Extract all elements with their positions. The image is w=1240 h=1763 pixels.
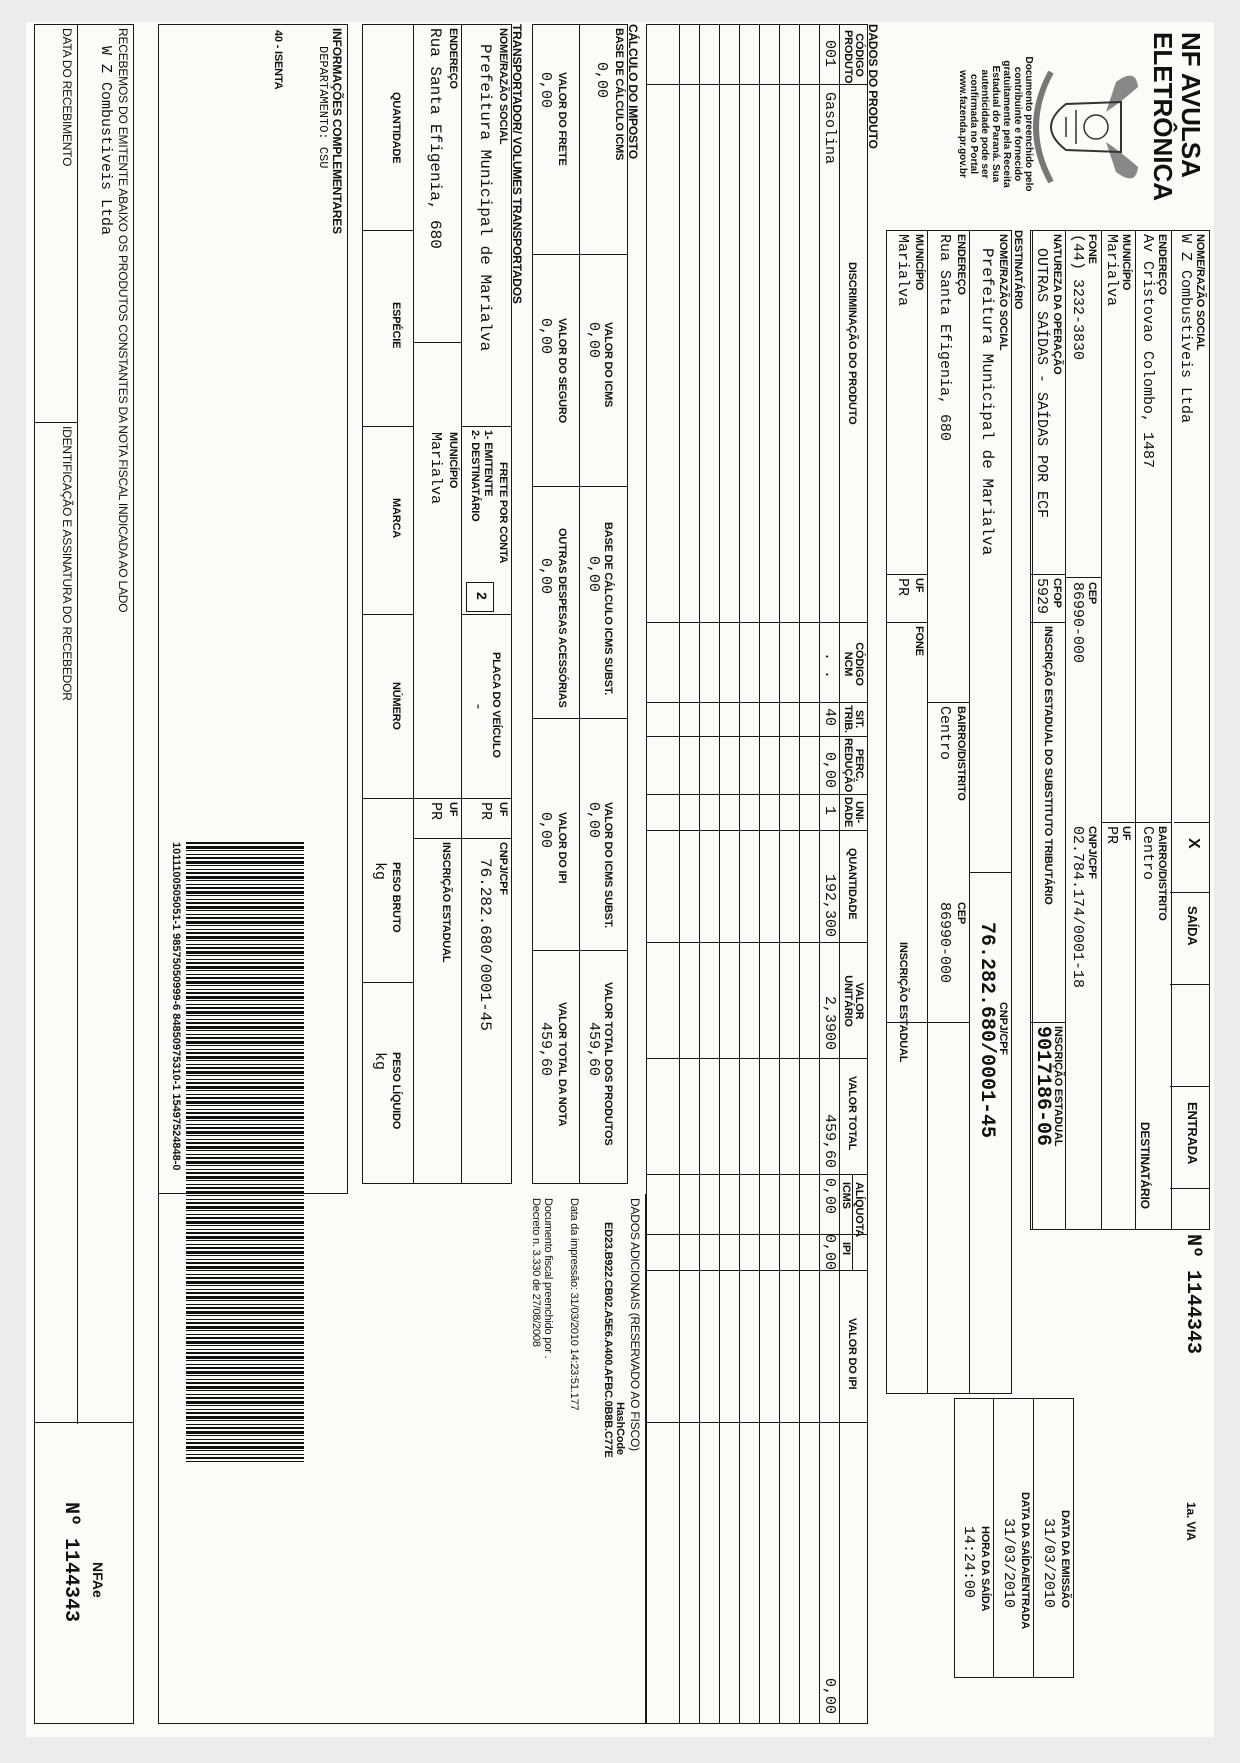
emitente-cep-label: CEP bbox=[1086, 582, 1098, 605]
reservado-label: DADOS ADICIONAIS (RESERVADO AO FISCO) bbox=[628, 1198, 642, 1451]
natureza-label: NATUREZA DA OPERAÇÃO bbox=[1051, 234, 1063, 375]
total-produtos: 459,60 bbox=[585, 1022, 602, 1077]
transp-endereco-label: ENDEREÇO bbox=[447, 28, 459, 89]
item-valor-ipi: 0,00 bbox=[821, 1678, 838, 1715]
dest-bairro-label: BAIRRO/DISTRITO bbox=[955, 706, 967, 801]
data-recebimento-label: DATA DO RECEBIMENTO bbox=[60, 28, 74, 167]
notice-line: Documento preenchido pelo bbox=[1023, 56, 1034, 192]
hora-saida: 14:24:00 bbox=[960, 1526, 977, 1599]
transp-municipio: Marialva bbox=[427, 432, 444, 505]
col-icms: ICMS bbox=[840, 1182, 852, 1209]
emitente-municipio: Marialva bbox=[1103, 234, 1120, 307]
isenta: 40 - ISENTA bbox=[272, 30, 284, 90]
entrada-label: ENTRADA bbox=[1185, 1102, 1200, 1165]
transp-cnpj: 76.282.680/0001-45 bbox=[476, 858, 494, 1031]
notice-line: contribuinte e fornecido bbox=[1012, 66, 1023, 182]
invoice-number: Nº 1144343 bbox=[1181, 1234, 1204, 1355]
via-label: 1a. VIA bbox=[1184, 1502, 1198, 1541]
impressao: Data da impressão: 31/03/2010 14:23:51.177 bbox=[568, 1198, 580, 1411]
frete-conta-label: FRETE POR CONTA bbox=[497, 462, 509, 564]
emitente-nome: W Z Combustiveis Ltda bbox=[1177, 234, 1194, 424]
frete-value: 2 bbox=[474, 592, 490, 600]
notice-line: gratuitamente pela Receita bbox=[1001, 60, 1012, 188]
ie-label: INSCRIÇÃO ESTADUAL bbox=[1052, 1026, 1064, 1147]
base-icms-label: BASE DE CÁLCULO ICMS bbox=[613, 28, 625, 161]
item-perc: 0,00 bbox=[821, 752, 838, 789]
col-quantidade: QUANTIDADE bbox=[846, 848, 858, 920]
seguro-label: VALOR DO SEGURO bbox=[556, 318, 568, 423]
valor-subst: 0,00 bbox=[585, 802, 602, 839]
frete: 0,00 bbox=[537, 72, 554, 109]
destinatario-section-label: DESTINATÁRIO bbox=[1012, 230, 1024, 310]
especie-label: ESPÉCIE bbox=[390, 302, 402, 349]
col-aliquota: ALÍQUOTA bbox=[853, 1182, 865, 1238]
dest-endereco: Rua Santa Efigenia, 680 bbox=[936, 234, 953, 442]
transp-endereco: Rua Santa Efigenia, 680 bbox=[426, 28, 444, 249]
canhoto-numero: Nº 1144343 bbox=[59, 1502, 82, 1623]
valor-icms-label: VALOR DO ICMS bbox=[602, 322, 614, 408]
barcode-text: 1011100505051-1 98575050999-6 84850975310-1 15497524848-0 bbox=[170, 842, 182, 1171]
placa: - bbox=[469, 702, 486, 712]
transp-ie-label: INSCRIÇÃO ESTADUAL bbox=[440, 842, 452, 963]
dest-cnpj-label: CNPJ/CPF bbox=[997, 1002, 1009, 1055]
placa-label: PLACA DO VEÍCULO bbox=[490, 652, 502, 758]
marca-label: MARCA bbox=[390, 498, 402, 538]
transportador-section-label: TRANSPORTADOR/ VOLUMES TRANSPORTADOS bbox=[510, 24, 524, 304]
total-produtos-label: VALOR TOTAL DOS PRODUTOS bbox=[602, 982, 614, 1146]
hora-saida-label: HORA DA SAÍDA bbox=[979, 1526, 991, 1612]
dest-cep: 86990-000 bbox=[936, 902, 953, 984]
saida-mark: X bbox=[1185, 838, 1202, 849]
departamento: DEPARTAMENTO: CSU bbox=[316, 46, 330, 169]
transp-municipio-label: MUNICÍPIO bbox=[447, 432, 459, 489]
data-saida: 31/03/2010 bbox=[1000, 1518, 1017, 1609]
col-valor-ipi: VALOR DO IPI bbox=[846, 1318, 858, 1390]
notice-line: www.fazenda.pr.gov.br bbox=[957, 70, 968, 178]
recebemos-text: RECEBEMOS DO EMITENTE ABAIXO OS PRODUTOS CONSTANTES DA NOTA FISCAL INDICADA AO LADO bbox=[116, 28, 130, 613]
col-codigo: CÓDIGO PRODUTO bbox=[842, 30, 865, 84]
col-valor-unit: VALOR UNITÁRIO bbox=[842, 975, 865, 1027]
base-subst-label: BASE DE CÁLCULO ICMS SUBST. bbox=[602, 522, 614, 696]
ipi-label: VALOR DO IPI bbox=[556, 812, 568, 884]
cfop-value: 5929 bbox=[1033, 578, 1050, 615]
outras: 0,00 bbox=[537, 558, 554, 595]
info-label: INFORMAÇÕES COMPLEMENTARES bbox=[330, 28, 344, 234]
emitente-bairro-label: BAIRRO/DISTRITO bbox=[1156, 826, 1168, 921]
item-sit: 40 bbox=[821, 708, 838, 727]
emitente-nome-label: NOME/RAZÃO SOCIAL bbox=[1194, 234, 1206, 351]
transp-uf-label: UF bbox=[497, 802, 509, 817]
notice-line: confirmada no Portal bbox=[968, 73, 979, 174]
dest-nome: Prefeitura Municipal de Marialva bbox=[978, 248, 996, 556]
data-emissao: 31/03/2010 bbox=[1040, 1518, 1057, 1609]
canhoto-emitente: W Z Combustiveis Ltda bbox=[97, 46, 114, 236]
item-valor-unit: 2,3900 bbox=[821, 996, 838, 1051]
emitente-bairro: Centro bbox=[1139, 826, 1156, 881]
total-nota: 459,60 bbox=[537, 1022, 554, 1077]
emitente-fone: (44) 3232-3830 bbox=[1069, 234, 1086, 361]
hash: ED23.B922.CB02.A5E6.A400.AFBC.0B8B.C77E bbox=[602, 1222, 614, 1458]
dest-fone-label: FONE bbox=[913, 626, 925, 656]
data-saida-label: DATA DA SAÍDA/ENTRADA bbox=[1019, 1492, 1031, 1629]
item-aliq-ipi: 0,00 bbox=[821, 1234, 838, 1271]
emitente-cep: 86990-000 bbox=[1069, 582, 1086, 664]
destinatario-via-label: DESTINATÁRIO bbox=[1138, 1122, 1152, 1209]
emitente-uf-label: UF bbox=[1120, 826, 1132, 841]
item-valor-total: 459,60 bbox=[821, 1114, 838, 1169]
invoice-document bbox=[26, 22, 1214, 1737]
authenticity-notice bbox=[957, 24, 1034, 224]
ie-value: 9017186-06 bbox=[1031, 1026, 1054, 1147]
emitente-cnpj: 02.784.174/0001-18 bbox=[1069, 826, 1086, 989]
frete-opt2: 2- DESTINATÁRIO bbox=[469, 430, 481, 522]
notice-line: autenticidade pode ser bbox=[979, 69, 990, 179]
nfae-label: NFAe bbox=[90, 1562, 106, 1598]
dest-bairro: Centro bbox=[936, 706, 953, 761]
transp-nome-label: NOME/RAZÃO SOCIAL bbox=[497, 28, 509, 145]
peso-bruto: kg bbox=[371, 862, 388, 881]
base-subst: 0,00 bbox=[585, 556, 602, 593]
item-aliq-icms: 0,00 bbox=[821, 1178, 838, 1215]
frete-label: VALOR DO FRETE bbox=[556, 72, 568, 166]
coat-of-arms-icon bbox=[1026, 62, 1146, 192]
dest-cnpj: 76.282.680/0001-45 bbox=[975, 922, 998, 1139]
col-discriminacao: DISCRIMINAÇÃO DO PRODUTO bbox=[846, 262, 858, 425]
transp-nome: Prefeitura Municipal de Marialva bbox=[476, 44, 494, 352]
dest-ie-label: INSCRIÇÃO ESTADUAL bbox=[897, 942, 909, 1063]
notice-line: Estadual do Paraná. Sua bbox=[990, 65, 1001, 183]
identificacao-label: IDENTIFICAÇÃO E ASSINATURA DO RECEBEDOR bbox=[60, 426, 74, 701]
decreto-line2: Decreto n. 3.330 de 27/08/2008 bbox=[530, 1198, 542, 1347]
valor-subst-label: VALOR DO ICMS SUBST. bbox=[602, 802, 614, 928]
ie-subst-label: INSCRIÇÃO ESTADUAL DO SUBSTITUTO TRIBUTÁRIO bbox=[1042, 626, 1054, 905]
base-icms: 0,00 bbox=[593, 62, 610, 99]
peso-bruto-label: PESO BRUTO bbox=[390, 862, 402, 933]
saida-label: SAÍDA bbox=[1185, 906, 1200, 946]
item-unidade: 1 bbox=[821, 806, 838, 816]
item-quantidade: 192,300 bbox=[821, 874, 838, 938]
emitente-fone-label: FONE bbox=[1086, 234, 1098, 264]
dest-uf-label: UF bbox=[913, 578, 925, 593]
hash-label: HashCode bbox=[614, 1402, 626, 1455]
valor-icms: 0,00 bbox=[585, 322, 602, 359]
dest-uf: PR bbox=[894, 578, 911, 597]
outras-label: OUTRAS DESPESAS ACESSÓRIAS bbox=[556, 528, 568, 708]
emitente-endereco: Av Cristovao Colombo, 1487 bbox=[1139, 234, 1156, 469]
dest-endereco-label: ENDEREÇO bbox=[955, 234, 967, 295]
emitente-cnpj-label: CNPJ/CPF bbox=[1086, 826, 1098, 879]
transp-uf: PR bbox=[477, 802, 494, 821]
seguro: 0,00 bbox=[537, 318, 554, 355]
dest-nome-label: NOME/RAZÃO SOCIAL bbox=[997, 234, 1009, 351]
data-emissao-label: DATA DA EMISSÃO bbox=[1059, 1510, 1071, 1608]
invoice-paper bbox=[26, 22, 1214, 1737]
peso-liquido: kg bbox=[371, 1052, 388, 1071]
col-ncm: CÓDIGO NCM bbox=[842, 642, 865, 686]
natureza-value: OUTRAS SAÍDAS - SAÍDAS POR ECF bbox=[1033, 248, 1050, 519]
emitente-uf: PR bbox=[1103, 826, 1120, 845]
decreto-line1: Documento fiscal preenchido por . bbox=[542, 1198, 554, 1359]
col-valor-total: VALOR TOTAL bbox=[846, 1076, 858, 1151]
numero-label: NÚMERO bbox=[390, 682, 402, 730]
transp-cnpj-label: CNPJ/CPF bbox=[497, 842, 509, 895]
peso-liquido-label: PESO LÍQUIDO bbox=[390, 1052, 402, 1130]
transp-uf2: PR bbox=[427, 802, 444, 821]
doc-title-line2: ELETRÔNICA bbox=[1148, 32, 1178, 201]
col-sit: SIT. TRIB. bbox=[842, 705, 865, 733]
col-ipi: IPI bbox=[840, 1242, 852, 1255]
emitente-municipio-label: MUNICÍPIO bbox=[1120, 234, 1132, 291]
emitente-endereco-label: ENDEREÇO bbox=[1156, 234, 1168, 295]
item-ncm: . . bbox=[821, 652, 838, 680]
dest-municipio: Marialva bbox=[894, 234, 911, 307]
quantidade-label: QUANTIDADE bbox=[390, 92, 402, 164]
ipi: 0,00 bbox=[537, 812, 554, 849]
col-unidade: UNI- DADE bbox=[842, 796, 865, 828]
col-perc: PERC. REDUÇÃO bbox=[842, 738, 865, 793]
dest-municipio-label: MUNICÍPIO bbox=[913, 234, 925, 291]
frete-opt1: 1- EMITENTE bbox=[482, 430, 494, 497]
transp-uf2-label: UF bbox=[447, 802, 459, 817]
dest-cep-label: CEP bbox=[955, 902, 967, 925]
total-nota-label: VALOR TOTAL DA NOTA bbox=[556, 1002, 568, 1127]
item-codigo: 001 bbox=[821, 40, 838, 68]
doc-title-line1: NF AVULSA bbox=[1176, 32, 1206, 178]
item-descricao: Gasolina bbox=[821, 92, 838, 165]
cfop-label: CFOP bbox=[1051, 578, 1063, 608]
produtos-section-label: DADOS DO PRODUTO bbox=[866, 24, 880, 149]
imposto-section-label: CÁLCULO DO IMPOSTO bbox=[626, 24, 640, 159]
